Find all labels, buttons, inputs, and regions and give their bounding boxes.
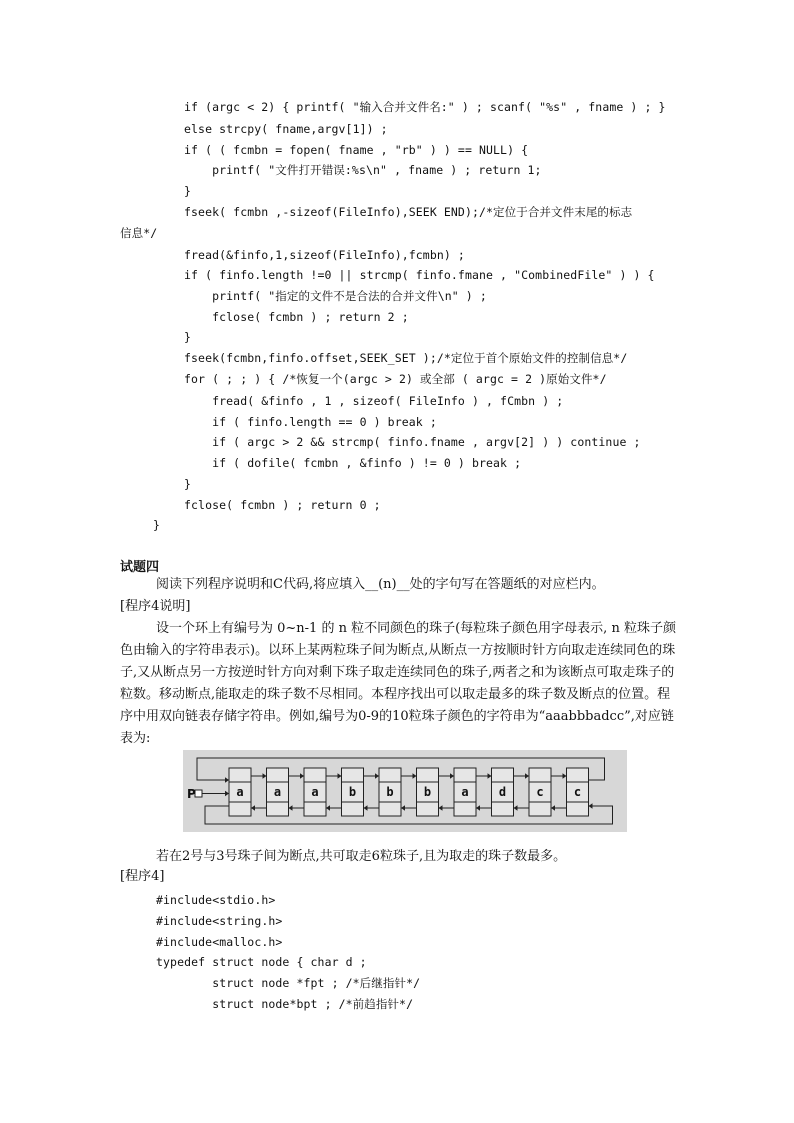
code-line: if ( finfo.length == 0 ) break ;	[184, 415, 437, 429]
node-char: b	[423, 785, 432, 799]
code-line: }	[184, 330, 192, 344]
code-line: #include<string.h>	[156, 914, 283, 928]
code-line: }	[184, 184, 192, 198]
code-line: printf( "指定的文件不是合法的合并文件\n" ) ;	[184, 289, 487, 303]
code-line: if ( dofile( fcmbn , &finfo ) != 0 ) break ;	[184, 456, 522, 470]
after-figure-text: 若在2号与3号珠子间为断点,共可取走6粒珠子,且为取走的珠子数最多。	[156, 849, 567, 864]
code-line: for ( ; ; ) { /*恢复一个(argc > 2) 或全部 ( argc = 2 )原始文件*/	[184, 372, 607, 386]
code-line: fseek( fcmbn ,-sizeof(FileInfo),SEEK END);/*定位于合并文件末尾的标志	[184, 205, 633, 219]
node-char: c	[573, 785, 582, 799]
spec-label: [程序4说明]	[120, 599, 191, 614]
linked-list-diagram	[183, 750, 627, 832]
code-line: }	[153, 518, 161, 532]
section-title: 试题四	[120, 560, 160, 575]
code-line: }	[184, 477, 192, 491]
pointer-label: P	[187, 787, 196, 801]
code-line: fread(&finfo,1,sizeof(FileInfo),fcmbn) ;	[184, 248, 465, 262]
node-char: d	[498, 785, 507, 799]
code-line: if ( finfo.length !=0 || strcmp( finfo.fmane , "CombinedFile" ) ) {	[184, 268, 655, 282]
code-line: #include<malloc.h>	[156, 935, 283, 949]
code-line: fclose( fcmbn ) ; return 0 ;	[184, 498, 381, 512]
program-label: [程序4]	[120, 869, 165, 884]
code-line: fclose( fcmbn ) ; return 2 ;	[184, 310, 409, 324]
code-line: if ( argc > 2 && strcmp( finfo.fname , argv[2] ) ) continue ;	[184, 435, 641, 449]
code-line: fread( &finfo , 1 , sizeof( FileInfo ) , fCmbn ) ;	[184, 394, 564, 408]
code-line: printf( "文件打开错误:%s\n" , fname ) ; return 1;	[184, 163, 542, 177]
node-char: a	[311, 785, 319, 799]
code-line: if (argc < 2) { printf( "输入合并文件名:" ) ; scanf( "%s" , fname ) ; }	[184, 100, 666, 114]
spec-paragraph: 设一个环上有编号为 0~n-1 的 n 粒不同颜色的珠子(每粒珠子颜色用字母表示, n 粒珠子颜色由输入的字符串表示)。以环上某两粒珠子间为断点,从断点一方按顺时针方向取走连续同色的珠子,又从断点另一方按逆时针方向对剩下珠子取走连续同色的珠子,两者之和为该断点可取走珠子的粒数。移动断点,能取走的珠子数不尽相同。本程序找出可以取走最多的珠子数及断点的位置。程序中用双向链表存储字符串。例如,编号为0-9的10粒珠子颜色的字符串为“aaabbbadcc”,对应链表为:	[120, 621, 676, 746]
node-char: a	[236, 785, 244, 799]
code-line: fseek(fcmbn,finfo.offset,SEEK_SET );/*定位于首个原始文件的控制信息*/	[184, 351, 628, 365]
code-line: typedef struct node { char d ;	[156, 955, 367, 969]
node-char: b	[386, 785, 394, 799]
code-line: 信息*/	[120, 226, 158, 240]
code-line: struct node*bpt ; /*前趋指针*/	[156, 997, 414, 1011]
node-char: a	[273, 785, 282, 799]
code-line: struct node *fpt ; /*后继指针*/	[156, 976, 421, 990]
code-line: #include<stdio.h>	[156, 893, 276, 907]
pointer-box	[195, 790, 202, 797]
code-line: else strcpy( fname,argv[1]) ;	[184, 122, 388, 136]
node-char: b	[348, 785, 357, 799]
code-line: if ( ( fcmbn = fopen( fname , "rb" ) ) == NULL) {	[184, 143, 529, 157]
section-intro: 阅读下列程序说明和C代码,将应填入__(n)__处的字句写在答题纸的对应栏内。	[156, 577, 605, 592]
node-char: a	[461, 785, 469, 799]
node-char: c	[536, 785, 544, 799]
